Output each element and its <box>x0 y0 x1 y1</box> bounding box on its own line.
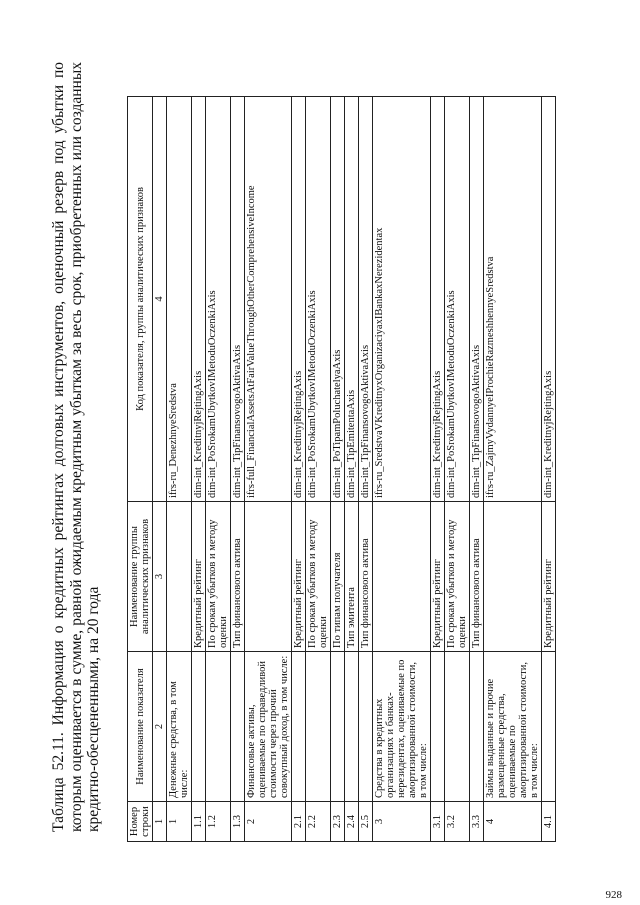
index-row <box>153 97 167 842</box>
indicator-name-cell <box>292 652 306 802</box>
code-cell: dim-int_KreditnyjRejtingAxis <box>292 97 306 502</box>
indicator-name-cell <box>331 652 345 802</box>
row-number-cell: 1 <box>167 802 192 842</box>
group-name-cell: Кредитный рейтинг <box>292 502 306 652</box>
index-cell: 3 <box>153 502 167 652</box>
table-row <box>292 97 306 842</box>
code-cell: dim-int_TipFinansovogoAktivaAxis <box>470 97 484 502</box>
indicator-name-cell <box>231 652 245 802</box>
table-title: Таблица 52.11. Информация о кредитных рейтингах долговых инструментов, оценочный резерв под убытки по которым оценивается в сумме, равной ожидаемым кредитным убыткам за весь срок, приобретенных или созданных кредитно-обесцененными, на 20 года <box>50 62 102 832</box>
group-name-cell: Кредитный рейтинг <box>192 502 206 652</box>
row-number-cell: 2 <box>245 802 292 842</box>
index-cell: 2 <box>153 652 167 802</box>
row-number-cell: 1.3 <box>231 802 245 842</box>
group-name-cell: По типам получателя <box>331 502 345 652</box>
row-number-cell: 2.2 <box>306 802 331 842</box>
group-name-cell <box>245 502 292 652</box>
header-code: Код показателя, группы аналитических признаков <box>128 97 153 502</box>
row-number-cell: 2.3 <box>331 802 345 842</box>
indicator-name-cell <box>206 652 231 802</box>
code-cell: dim-int_PoSrokamUbytkovIMetoduOczenkiAxis <box>445 97 470 502</box>
row-number-cell: 3.2 <box>445 802 470 842</box>
indicator-name-cell: Средства в кредитных организациях и банках-нерезидентах, оцениваемые по амортизированной стоимости, в том числе: <box>373 652 431 802</box>
page-number: 928 <box>605 889 622 901</box>
row-number-cell: 3 <box>373 802 431 842</box>
row-number-cell: 2.5 <box>359 802 373 842</box>
code-cell: ifrs-ru_SredstvaVKreditnyxOrganizaciyaxIBankaxNerezidentax <box>373 97 431 502</box>
table-row <box>445 97 470 842</box>
indicator-name-cell <box>542 652 556 802</box>
table-row <box>484 97 542 842</box>
indicator-name-cell <box>192 652 206 802</box>
group-name-cell: По срокам убытков и методу оценки <box>445 502 470 652</box>
table-row <box>167 97 192 842</box>
code-cell: dim-int_KreditnyjRejtingAxis <box>542 97 556 502</box>
table-row <box>206 97 231 842</box>
table-row <box>192 97 206 842</box>
group-name-cell <box>167 502 192 652</box>
group-name-cell: По срокам убытков и методу оценки <box>306 502 331 652</box>
code-cell: dim-int_KreditnyjRejtingAxis <box>431 97 445 502</box>
code-cell: ifrs-full_FinancialAssetsAtFairValueThroughOtherComprehensiveIncome <box>245 97 292 502</box>
code-cell: ifrs-ru_DenezhnyeSredstva <box>167 97 192 502</box>
code-cell: dim-int_KreditnyjRejtingAxis <box>192 97 206 502</box>
row-number-cell: 4 <box>484 802 542 842</box>
table-row <box>331 97 345 842</box>
group-name-cell: Кредитный рейтинг <box>542 502 556 652</box>
index-cell: 1 <box>153 802 167 842</box>
row-number-cell: 1.2 <box>206 802 231 842</box>
row-number-cell: 4.1 <box>542 802 556 842</box>
group-name-cell <box>373 502 431 652</box>
table-row <box>470 97 484 842</box>
code-cell: dim-int_PoTipamPoluchatelyaAxis <box>331 97 345 502</box>
row-number-cell: 2.4 <box>345 802 359 842</box>
index-cell: 4 <box>153 97 167 502</box>
indicator-name-cell: Финансовые активы, оцениваемые по справедливой стоимости через прочий совокупный доход, в том числе: <box>245 652 292 802</box>
code-cell: dim-int_PoSrokamUbytkovIMetoduOczenkiAxis <box>206 97 231 502</box>
table-row <box>431 97 445 842</box>
group-name-cell: Тип финансового актива <box>359 502 373 652</box>
rotated-content <box>40 52 600 852</box>
table-row <box>373 97 431 842</box>
code-cell: dim-int_TipFinansovogoAktivaAxis <box>231 97 245 502</box>
group-name-cell: Тип эмитента <box>345 502 359 652</box>
header-row-number: Номер строки <box>128 802 153 842</box>
table-row <box>359 97 373 842</box>
row-number-cell: 1.1 <box>192 802 206 842</box>
table-row <box>345 97 359 842</box>
header-indicator-name: Наименование показателя <box>128 652 153 802</box>
row-number-cell: 3.3 <box>470 802 484 842</box>
group-name-cell: Тип финансового актива <box>470 502 484 652</box>
table-row <box>245 97 292 842</box>
row-number-cell: 3.1 <box>431 802 445 842</box>
table-row <box>231 97 245 842</box>
group-name-cell <box>484 502 542 652</box>
table-row <box>542 97 556 842</box>
code-cell: dim-int_PoSrokamUbytkovIMetoduOczenkiAxis <box>306 97 331 502</box>
code-cell: dim-int_TipEmitentaAxis <box>345 97 359 502</box>
indicator-name-cell <box>445 652 470 802</box>
indicator-name-cell <box>359 652 373 802</box>
indicator-name-cell <box>345 652 359 802</box>
data-table <box>127 96 556 842</box>
indicator-name-cell: Денежные средства, в том числе: <box>167 652 192 802</box>
indicator-name-cell: Займы выданные и прочие размещенные средства, оцениваемые по амортизированной стоимости, в том числе: <box>484 652 542 802</box>
header-group-name: Наименование группы аналитических признаков <box>128 502 153 652</box>
indicator-name-cell <box>306 652 331 802</box>
indicator-name-cell <box>470 652 484 802</box>
group-name-cell: Кредитный рейтинг <box>431 502 445 652</box>
table-row <box>306 97 331 842</box>
table-body <box>167 97 556 842</box>
row-number-cell: 2.1 <box>292 802 306 842</box>
header-row <box>128 97 153 842</box>
group-name-cell: Тип финансового актива <box>231 502 245 652</box>
group-name-cell: По срокам убытков и методу оценки <box>206 502 231 652</box>
code-cell: ifrs-ru_ZajmyVydannyeIProchieRazmeshhennyeSredstva <box>484 97 542 502</box>
code-cell: dim-int_TipFinansovogoAktivaAxis <box>359 97 373 502</box>
indicator-name-cell <box>431 652 445 802</box>
